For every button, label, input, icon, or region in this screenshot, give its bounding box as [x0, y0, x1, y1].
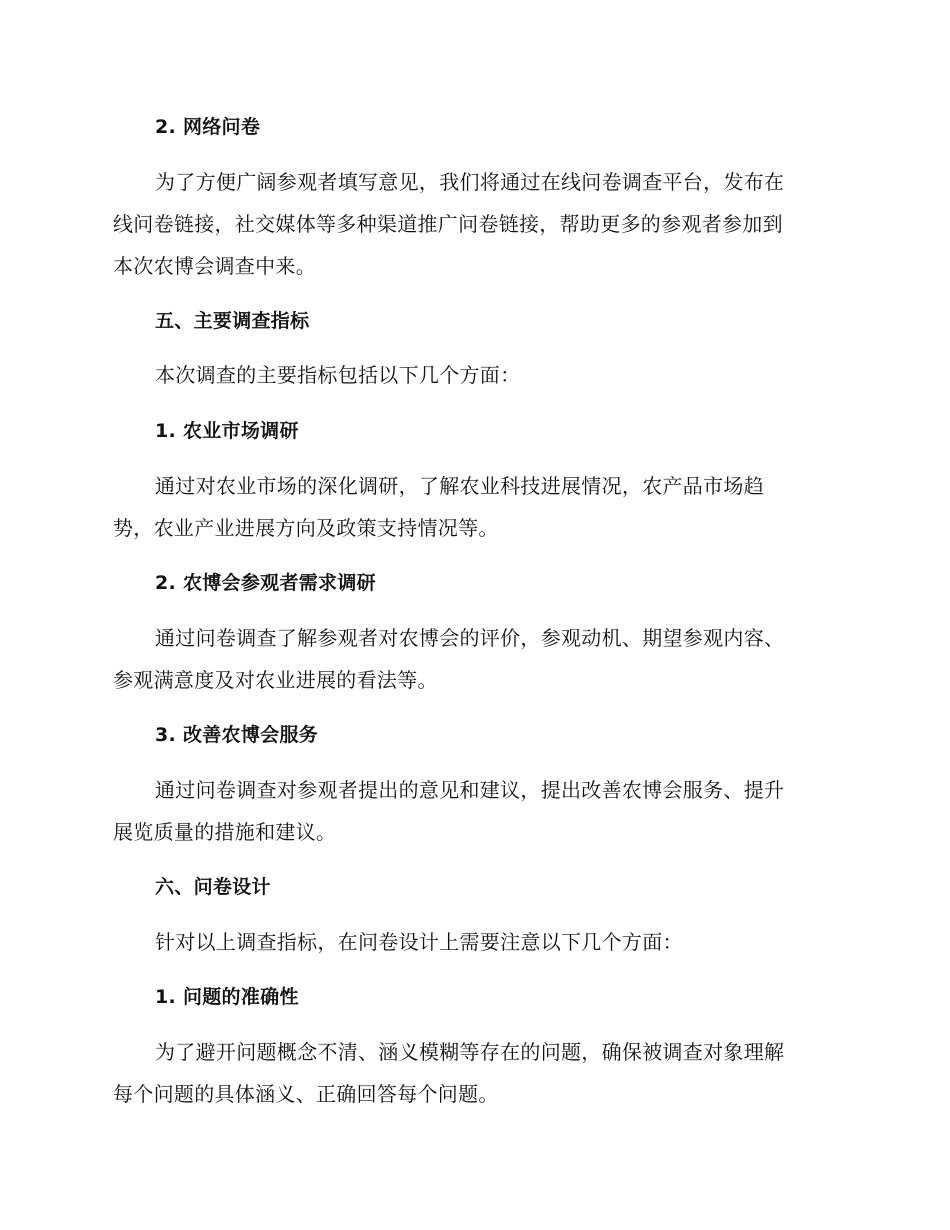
paragraph-line: 通过问卷调查了解参观者对农博会的评价，参观动机、期望参观内容、: [155, 626, 785, 650]
heading-question-accuracy: 1. 问题的准确性: [155, 986, 299, 1008]
paragraph-line: 线问卷链接，社交媒体等多种渠道推广问卷链接，帮助更多的参观者参加到: [113, 212, 783, 236]
heading-improve-service: 3. 改善农博会服务: [155, 724, 319, 746]
heading-network-questionnaire: 2. 网络问卷: [155, 116, 261, 138]
paragraph-line: 通过问卷调查对参观者提出的意见和建议，提出改善农博会服务、提升: [155, 778, 785, 802]
paragraph-line: 本次农博会调查中来。: [113, 254, 316, 278]
heading-visitor-needs: 2. 农博会参观者需求调研: [155, 572, 376, 594]
paragraph-line: 每个问题的具体涵义、正确回答每个问题。: [113, 1082, 499, 1106]
paragraph-line: 为了避开问题概念不清、涵义模糊等存在的问题，确保被调查对象理解: [155, 1040, 785, 1064]
heading-main-indicators: 五、主要调查指标: [155, 310, 310, 332]
paragraph-line: 为了方便广阔参观者填写意见，我们将通过在线问卷调查平台，发布在: [155, 170, 785, 194]
paragraph-line: 势，农业产业进展方向及政策支持情况等。: [113, 516, 499, 540]
paragraph-line: 本次调查的主要指标包括以下几个方面：: [155, 363, 521, 387]
paragraph-line: 参观满意度及对农业进展的看法等。: [113, 668, 438, 692]
heading-questionnaire-design: 六、问卷设计: [155, 876, 271, 898]
paragraph-line: 通过对农业市场的深化调研，了解农业科技进展情况，农产品市场趋: [155, 474, 764, 498]
paragraph-line: 展览质量的措施和建议。: [113, 820, 337, 844]
paragraph-line: 针对以上调查指标，在问卷设计上需要注意以下几个方面：: [155, 930, 683, 954]
heading-market-research: 1. 农业市场调研: [155, 420, 299, 442]
